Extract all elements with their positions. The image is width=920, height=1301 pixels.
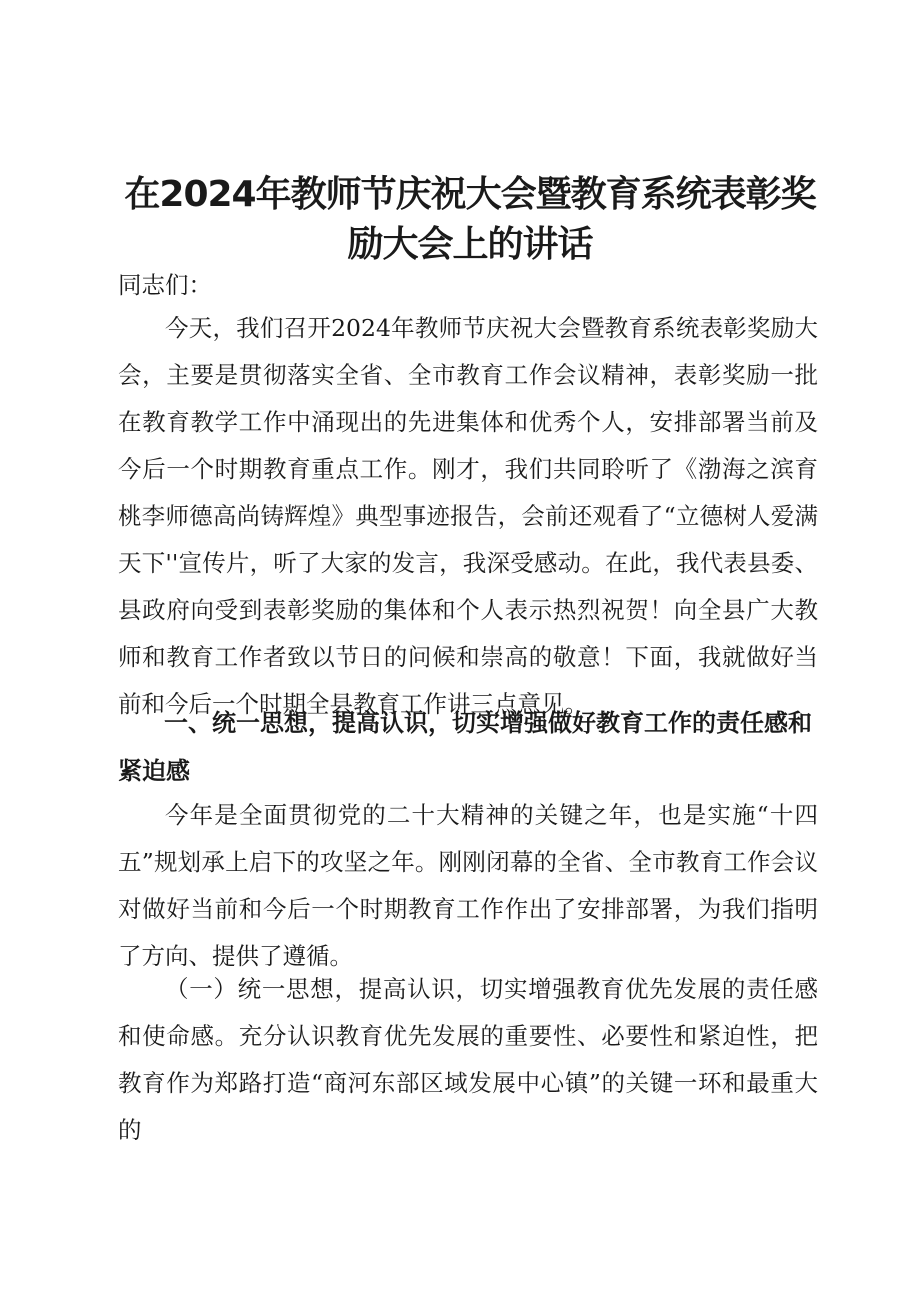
salutation: 同志们：	[118, 271, 212, 299]
paragraph-intro: 今天，我们召开2024年教师节庆祝大会暨教育系统表彰奖励大会，主要是贯彻落实全省、全市教育工作会议精神，表彰奖励一批在教育教学工作中涌现出的先进集体和优秀个人，安排部署当前及今后一个时期教育重点工作。刚才，我们共同聆听了《渤海之滨育桃李师德高尚铸辉煌》典型事迹报告，会前还观看了“立德树人爱满天下''宣传片，听了大家的发言，我深受感动。在此，我代表县委、县政府向受到表彰奖励的集体和个人表示热烈祝贺！向全县广大教师和教育工作者致以节日的问候和崇高的敬意！下面，我就做好当前和今后一个时期全县教育工作讲三点意见。	[118, 314, 818, 718]
document-title-line-2: 励大会上的讲话	[347, 224, 593, 265]
document-title-line-1: 在2024年教师节庆祝大会暨教育系统表彰奖	[124, 174, 816, 215]
paragraph-subsection-1: （一）统一思想，提高认识，切实增强教育优先发展的责任感和使命感。充分认识教育优先发展的重要性、必要性和紧迫性，把教育作为郑路打造“商河东部区域发展中心镇”的关键一环和最重大的	[118, 975, 818, 1144]
paragraph-section-1: 今年是全面贯彻党的二十大精神的关键之年，也是实施“十四五”规划承上启下的攻坚之年。刚刚闭幕的全省、全市教育工作会议对做好当前和今后一个时期教育工作作出了安排部署，为我们指明了方向、提供了遵循。	[118, 801, 818, 970]
section-heading-1: 一、统一思想，提高认识，切实增强做好教育工作的责任感和紧迫感	[118, 709, 812, 785]
